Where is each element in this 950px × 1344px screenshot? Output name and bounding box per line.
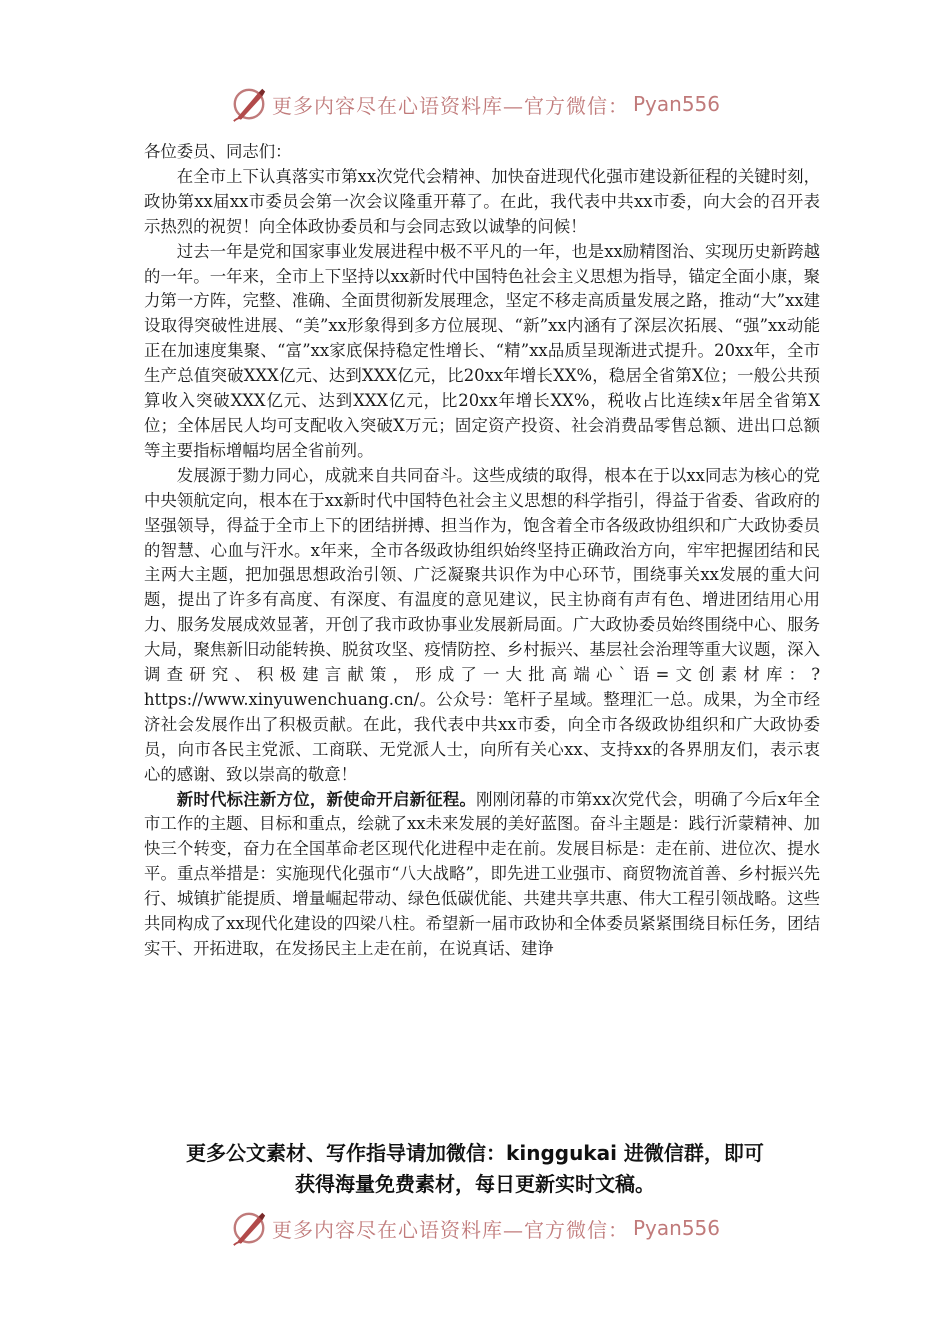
paragraph-4-body: 刚刚闭幕的市第xx次党代会，明确了今后x年全市工作的主题、目标和重点，绘就了xx未来发展的美好蓝图。奋斗主题是：践行沂蒙精神、加快三个转变，奋力在全国革命老区现代化进程中走在前。发展目标是：走在前、进位次、提水平。重点举措是：实施现代化强市“八大战略”，即先进工业强市、商贸物流首善、乡村振兴先行、城镇扩能提质、增量崛起带动、绿色低碳优能、共建共享共惠、伟大工程引领战略。这些共同构成了xx现代化建设的四梁八柱。希望新一届市政协和全体委员紧紧围绕目标任务，团结实干、开拓进取，在发扬民主上走在前，在说真话、建诤 bbox=[144, 789, 820, 958]
promo-line-2: 获得海量免费素材，每日更新实时文稿。 bbox=[295, 1172, 655, 1196]
paragraph-3: 发展源于勠力同心，成就来自共同奋斗。这些成绩的取得，根本在于以xx同志为核心的党中央领航定向，根本在于xx新时代中国特色社会主义思想的科学指引，得益于省委、省政府的坚强领导，得益于全市上下的团结拼搏、担当作为，饱含着全市各级政协组织和广大政协委员的智慧、心血与汗水。x年来，全市各级政协组织始终坚持正确政治方向，牢牢把握团结和民主两大主题，把加强思想政治引领、广泛凝聚共识作为中心环节，围绕事关xx发展的重大问题，提出了许多有高度、有深度、有温度的意见建议，民主协商有声有色、增进团结用心用力、服务发展成效显著，开创了我市政协事业发展新局面。广大政协委员始终围绕中心、服务大局，聚焦新旧动能转换、脱贫攻坚、疫情防控、乡村振兴、基层社会治理等重大议题，深入调查研究、积极建言献策，形成了一大批高端心`语=文创素材库：?https://www.xinyuwenchuang.cn/。公众号：笔杆子星域。整理汇一总。成果，为全市经济社会发展作出了积极贡献。在此，我代表中共xx市委，向全市各级政协组织和广大政协委员，向市各民主党派、工商联、无党派人士，向所有关心xx、支持xx的各界朋友们，表示衷心的感谢、致以崇高的敬意！ bbox=[144, 465, 820, 784]
header-watermark-banner bbox=[0, 82, 950, 126]
salutation: 各位委员、同志们： bbox=[144, 142, 292, 161]
promo-notice bbox=[120, 1138, 830, 1200]
paragraph-4-lead: 新时代标注新方位，新使命开启新征程。 bbox=[176, 789, 477, 809]
paragraph-2: 过去一年是党和国家事业发展进程中极不平凡的一年，也是xx励精图治、实现历史新跨越的一年。一年来，全市上下坚持以xx新时代中国特色社会主义思想为指导，锚定全面小康，聚力第一方阵，完整、准确、全面贯彻新发展理念，坚定不移走高质量发展之路，推动“大”xx建设取得突破性进展、“美”xx形象得到多方位展现、“新”xx内涵有了深层次拓展、“强”xx动能正在加速度集聚、“富”xx家底保持稳定性增长、“精”xx品质呈现渐进式提升。20xx年，全市生产总值突破XXX亿元、达到XXX亿元，比20xx年增长XX%，稳居全省第X位；一般公共预算收入突破XXX亿元、达到XXX亿元，比20xx年增长XX%，税收占比连续x年居全省第X位；全体居民人均可支配收入突破X万元；固定资产投资、社会消费品零售总额、进出口总额等主要指标增幅均居全省前列。 bbox=[144, 241, 820, 460]
document-body bbox=[144, 140, 820, 1120]
pen-logo-icon bbox=[230, 1209, 268, 1247]
footer-watermark-banner bbox=[0, 1206, 950, 1250]
header-banner-wechat-id: Pyan556 bbox=[632, 92, 720, 116]
paragraph-1: 在全市上下认真落实市第xx次党代会精神、加快奋进现代化强市建设新征程的关键时刻，政协第xx届xx市委员会第一次会议隆重开幕了。在此，我代表中共xx市委，向大会的召开表示热烈的祝贺！向全体政协委员和与会同志致以诚挚的问候！ bbox=[144, 166, 820, 236]
paragraph-4 bbox=[144, 788, 820, 962]
pen-logo-icon bbox=[230, 85, 268, 123]
promo-line-1: 更多公文素材、写作指导请加微信：kinggukai 进微信群，即可 bbox=[186, 1141, 764, 1165]
footer-banner-text: 更多内容尽在心语资料库—官方微信： bbox=[271, 1217, 629, 1242]
header-banner-text: 更多内容尽在心语资料库—官方微信： bbox=[271, 93, 629, 118]
footer-banner-wechat-id: Pyan556 bbox=[632, 1216, 720, 1240]
